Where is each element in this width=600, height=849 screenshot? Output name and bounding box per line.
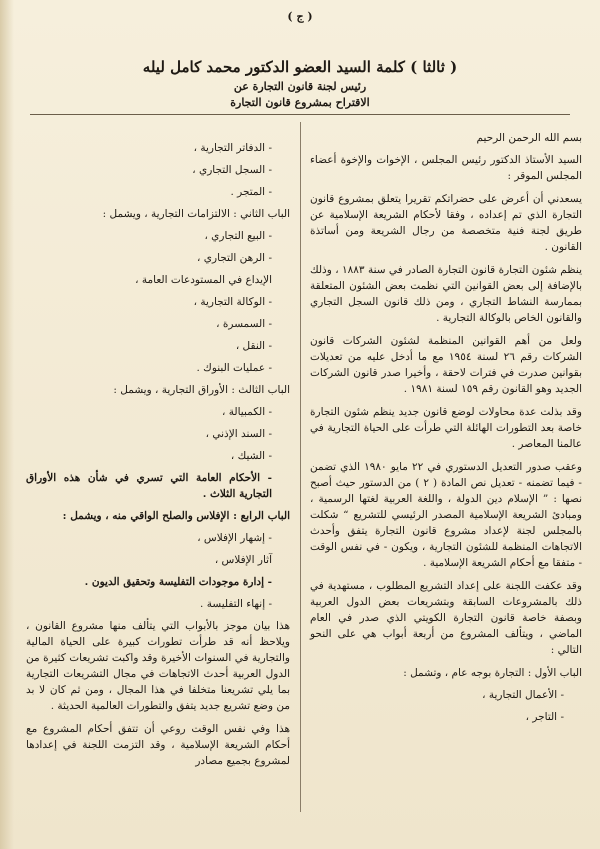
list-item: - الأعمال التجارية ، [482,689,564,701]
chapter-heading: الباب الثاني : الالتزامات التجارية ، ويشمل : [102,208,290,220]
list-item: - السجل التجاري ، [192,164,272,176]
page-edge-shadow [0,0,14,849]
paragraph: يسعدني أن أعرض على حضراتكم تقريرا يتعلق بمشروع قانون التجارة الذي تم إعداده ، وفقا لأحكام الشريعة الإسلامية عن طريق لجنة فنية متخصصة من رجال الشريعة ومن أساتذة القانون . [310,193,582,253]
list-item: - إشهار الإفلاس ، [197,532,272,544]
list-item: - الدفاتر التجارية ، [193,142,272,154]
page-subtitle-1: رئيس لجنة قانون التجارة عن [233,80,367,93]
column-divider [300,122,301,812]
left-column [26,140,290,776]
list-item: - الشيك ، [230,450,272,462]
paragraph: وقد عكفت اللجنة على إعداد التشريع المطلوب ، مستهدية في ذلك بالمشروعات السابقة وبتشريعات بعض الدول العربية وبصفة خاصة قانون التجارة الكويتي الذي صدر في العام الماضي ، ويتألف المشروع من أربعة أبواب هي على النحو التالي : [310,580,582,656]
paragraph: هذا بيان موجز بالأبواب التي يتألف منها مشروع القانون ، ويلاحظ أنه قد طرأت تطورات كبيرة على الحياة المالية والتجارية في السنوات الأخيرة وقد واكبت تشريعات كثيرة من الدول العربية أحدث الاتجاهات في مجال التشريعات التجارية بما يلي تشريعنا متخلفا في هذا المجال ، ومن ثم كان لا بد من وضع تشريع جديد يتفق والتطورات العالمية الحديثة . [26,620,290,712]
right-column [310,130,582,731]
basmala: بسم الله الرحمن الرحيم [476,132,582,144]
list-item: الإيداع في المستودعات العامة ، [135,274,272,286]
salutation: السيد الأستاذ الدكتور رئيس المجلس ، الإخوات والإخوة أعضاء المجلس الموقر : [310,154,582,182]
list-item: - الكمبيالة ، [222,406,272,418]
list-item: - الرهن التجاري ، [197,252,272,264]
list-item: - إنهاء التفليسة . [200,598,272,610]
paragraph: وعقب صدور التعديل الدستوري في ٢٢ مايو ١٩٨٠ الذي تضمن - فيما تضمنه - تعديل نص المادة ( ٢ ) من الدستور حيث أصبح نصها : ” الإسلام دين الدولة ، واللغة العربية لغتها الرسمية ، ومبادئ الشريعة الإسلامية المصدر الرئيسي للتشريع “ شكلت بالمجلس لجنة لإعداد مشروع قانون التجارة يتفق وأحدث الاتجاهات المنظمة للشئون التجارية ، ويكون - في نفس الوقت - متفقا مع أحكام الشريعة الإسلامية . [310,461,582,569]
list-item: آثار الإفلاس ، [214,554,272,566]
list-item: - التاجر ، [525,711,564,723]
paragraph: وقد بذلت عدة محاولات لوضع قانون جديد ينظم شئون التجارة خاصة بعد التطورات الهائلة التي طرأت على الحياة التجارية في عالمنا المعاصر . [310,406,582,450]
chapter-heading: الباب الرابع : الإفلاس والصلح الواقي منه ، ويشمل : [62,510,290,522]
list-item: - النقل ، [235,340,272,352]
list-item: - السند الإذني ، [205,428,272,440]
list-item: - البيع التجاري ، [204,230,272,242]
page-number: ( ج ) [287,10,313,23]
list-item: - الأحكام العامة التي تسري في شأن هذه الأوراق التجارية الثلاث . [26,472,272,500]
page-subtitle-2: الاقتراح بمشروع قانون التجارة [230,96,370,109]
chapter-heading: الباب الثالث : الأوراق التجارية ، ويشمل : [113,384,290,396]
list-item: - الوكالة التجارية ، [193,296,272,308]
paragraph: ينظم شئون التجارة قانون التجارة الصادر في سنة ١٨٨٣ ، وذلك بالإضافة إلى بعض القوانين التي نظمت بعض الشئون المتعلقة بممارسة النشاط التجاري ، ومن ذلك قانون السجل التجاري والقانون الخاص بالوكالة التجارية . [310,264,582,324]
page-title: ( ثالثا ) كلمة السيد العضو الدكتور محمد كامل ليله [142,58,458,76]
paragraph: ولعل من أهم القوانين المنظمة لشئون الشركات قانون الشركات رقم ٢٦ لسنة ١٩٥٤ مع ما أدخل عليه من تعديلات بقوانين صدرت في فترات لاحقة ، وأخيرا صدر قانون الشركات الجديد وهو القانون رقم ١٥٩ لسنة ١٩٨١ . [310,335,582,395]
list-item: - عمليات البنوك . [196,362,272,374]
paragraph: هذا وفي نفس الوقت روعي أن تتفق أحكام المشروع مع أحكام الشريعة الإسلامية ، وقد التزمت اللجنة في إعدادها لمشروع بجميع مصادر [26,723,290,767]
chapter-heading: الباب الأول : التجارة بوجه عام ، وتشمل : [403,667,582,679]
list-item: - السمسرة ، [216,318,272,330]
list-item: - إدارة موجودات التفليسة وتحقيق الديون . [84,576,272,588]
header-rule [30,114,570,115]
list-item: - المتجر . [230,186,272,198]
